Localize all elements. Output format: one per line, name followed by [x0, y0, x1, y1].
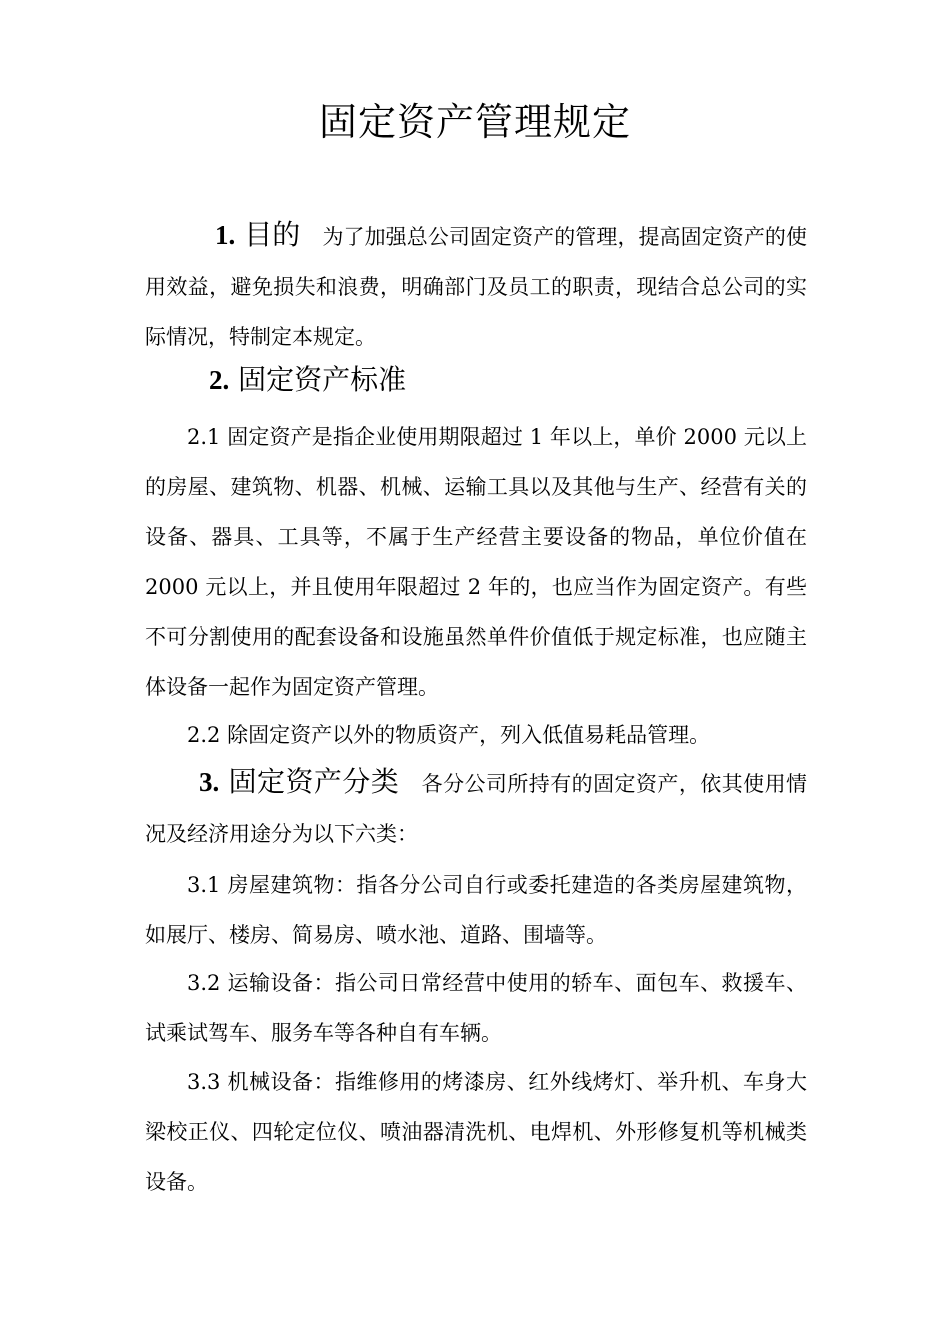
document-title: 固定资产管理规定	[318, 100, 631, 144]
section-3-number: 3.	[199, 767, 220, 797]
section-2-number: 2.	[209, 365, 230, 395]
section-3	[145, 757, 807, 859]
section-1-heading	[215, 218, 300, 251]
section-2-item-2: 2.2 除固定资产以外的物质资产，列入低值易耗品管理。	[187, 723, 711, 747]
section-2-title: 固定资产标准	[238, 363, 407, 396]
section-3-title: 固定资产分类	[228, 765, 400, 798]
section-2	[145, 355, 807, 407]
section-1	[145, 210, 807, 362]
section-3-item-1: 3.1 房屋建筑物：指各分公司自行或委托建造的各类房屋建筑物，如展厅、楼房、简易房、喷水池、道路、围墙等。	[145, 873, 807, 947]
section-1-text: 为了加强总公司固定资产的管理，提高固定资产的使用效益，避免损失和浪费，明确部门及员工的职责，现结合总公司的实际情况，特制定本规定。	[145, 225, 808, 349]
section-2-heading	[209, 363, 406, 396]
section-3-item-3: 3.3 机械设备：指维修用的烤漆房、红外线烤灯、举升机、车身大梁校正仪、四轮定位仪、喷油器清洗机、电焊机、外形修复机等机械类设备。	[145, 1070, 807, 1194]
section-2-item-1: 2.1 固定资产是指企业使用期限超过 1 年以上，单价 2000 元以上的房屋、建筑物、机器、机械、运输工具以及其他与生产、经营有关的设备、器具、工具等，不属于生产经营主要设备的物品，单位价值在 2000 元以上，并且使用年限超过 2 年的，也应当作为固定资产。有些不可分割使用的配套设备和设施虽然单件价值低于规定标准，也应随主体设备一起作为固定资产管理。	[145, 425, 807, 699]
section-1-number: 1.	[215, 220, 236, 250]
section-1-title: 目的	[244, 218, 301, 251]
section-3-item-2: 3.2 运输设备：指公司日常经营中使用的轿车、面包车、救援车、试乘试驾车、服务车等各种自有车辆。	[145, 971, 807, 1045]
section-3-text: 各分公司所持有的固定资产，依其使用情况及经济用途分为以下六类：	[145, 772, 807, 846]
section-3-heading	[199, 765, 399, 798]
